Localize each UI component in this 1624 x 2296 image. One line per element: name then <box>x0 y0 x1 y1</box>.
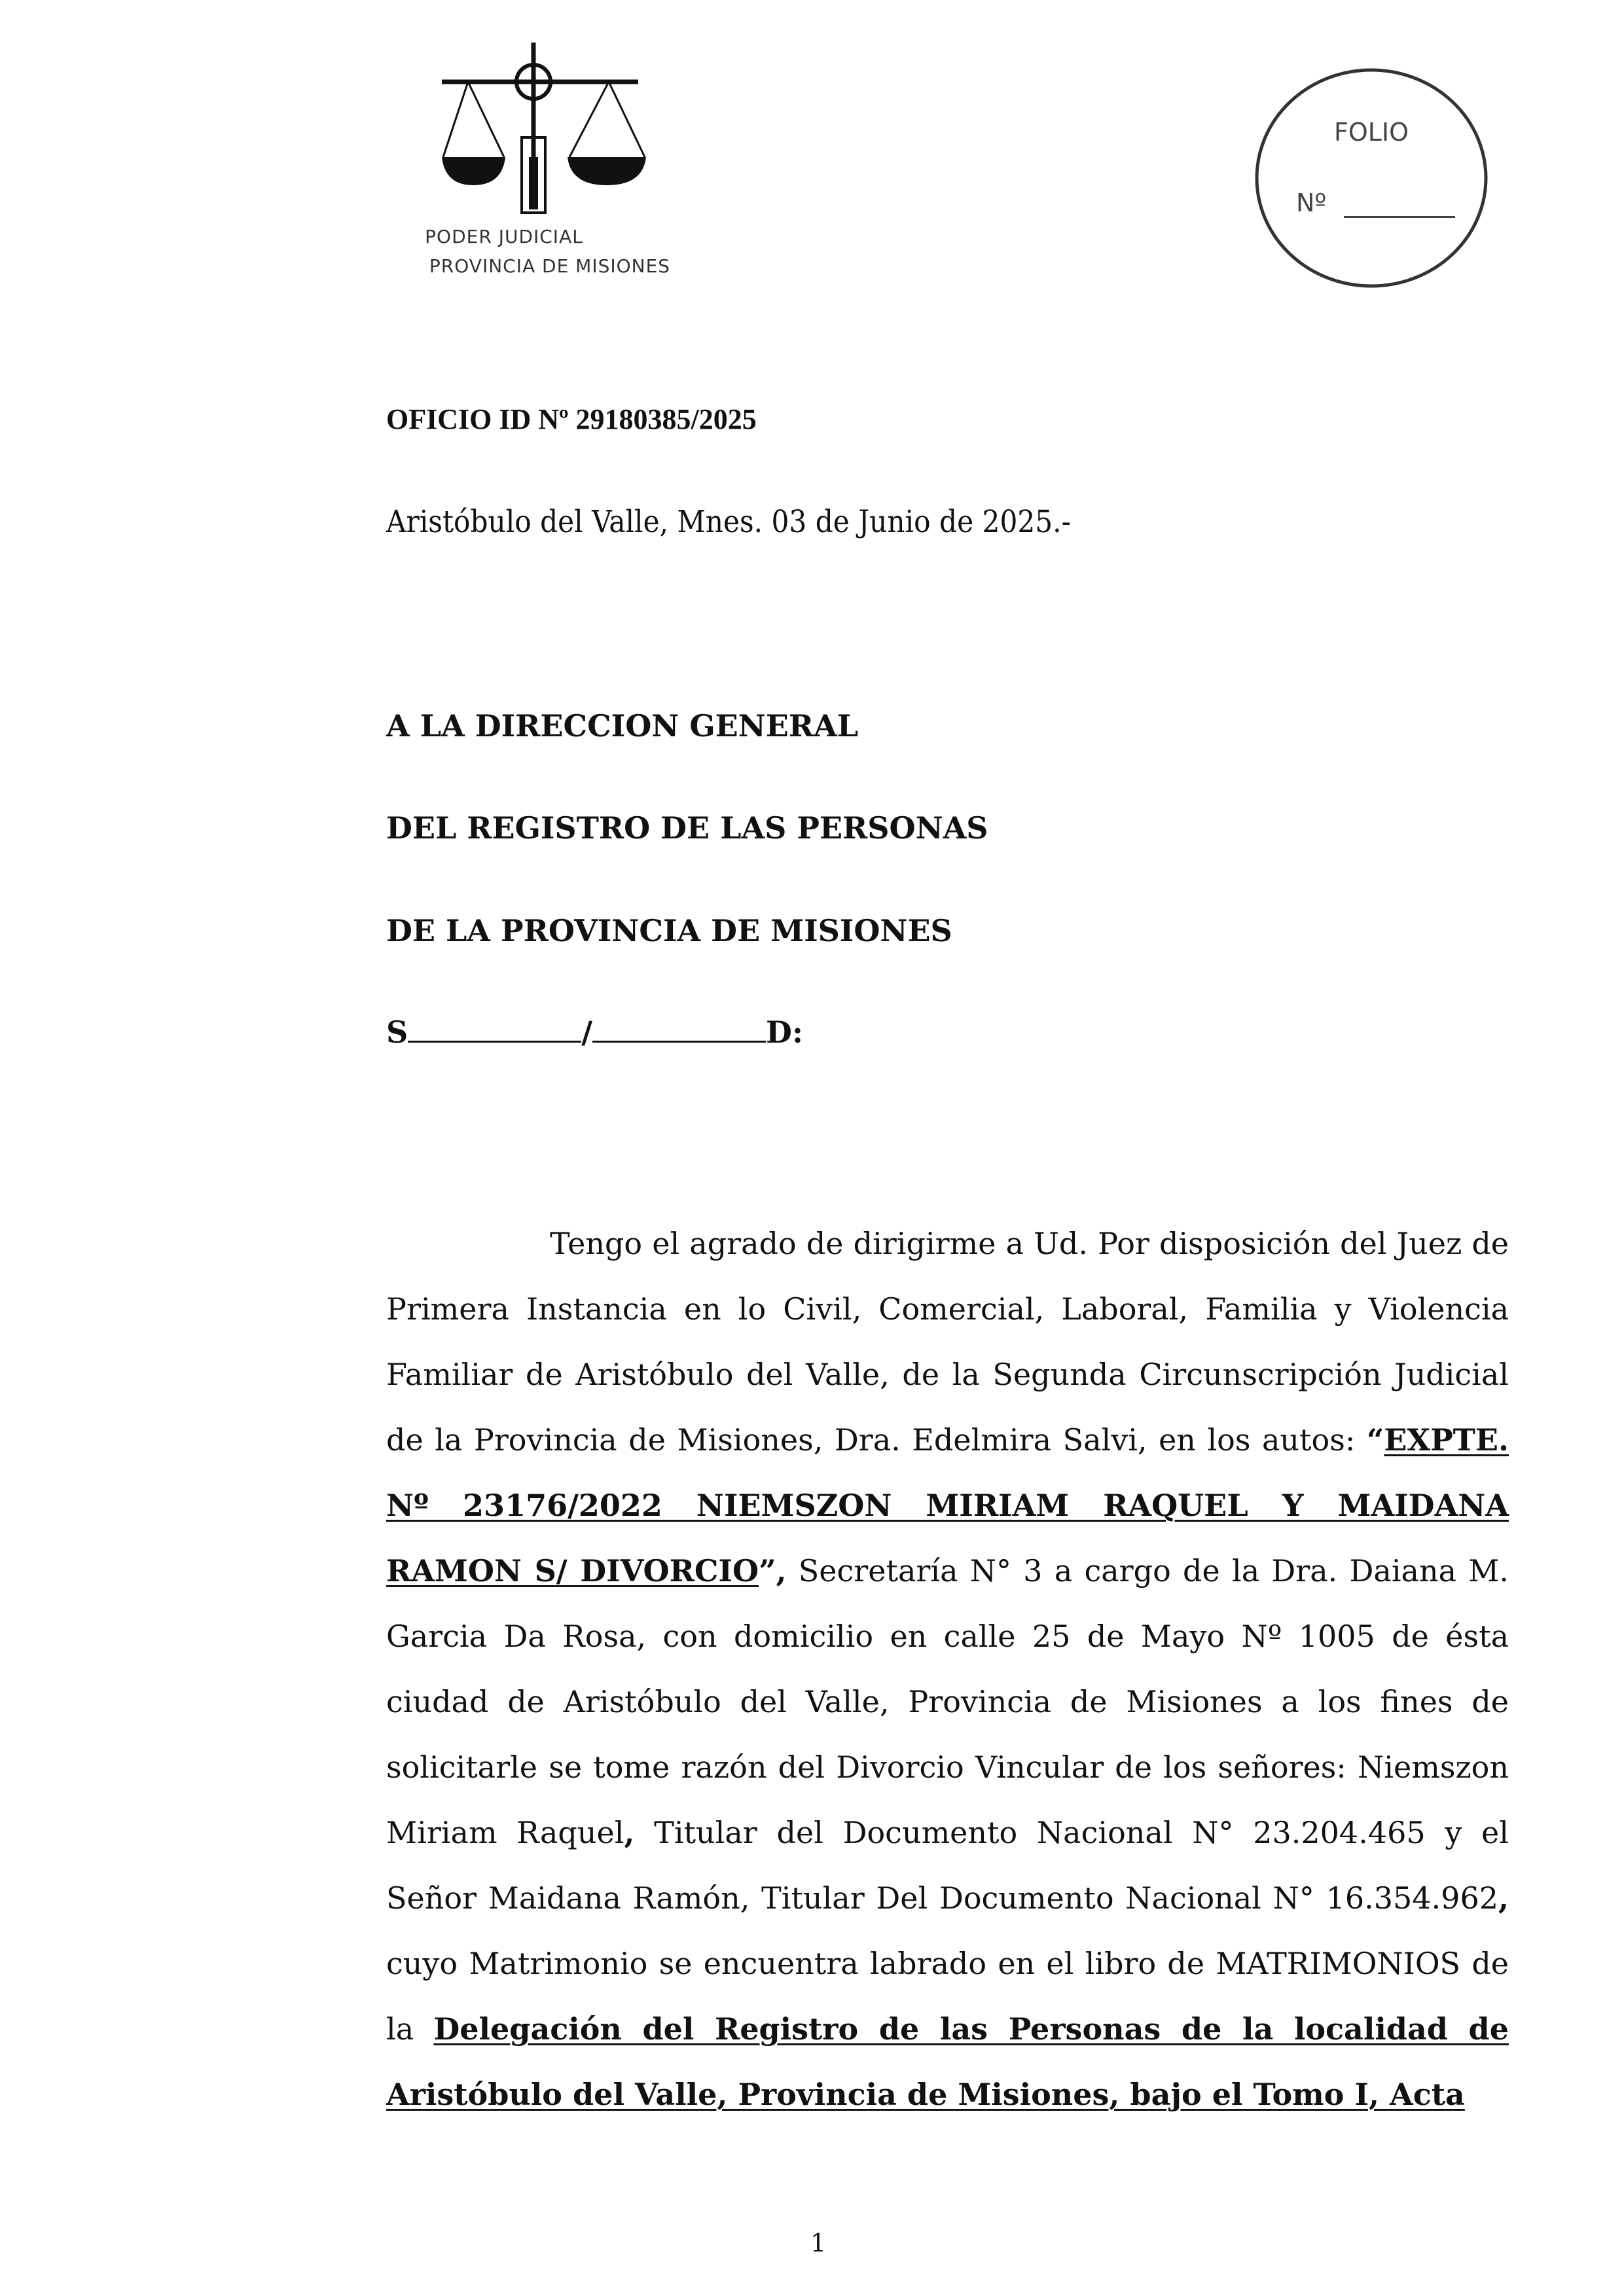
addressee-line-2: DEL REGISTRO DE LAS PERSONAS <box>386 810 988 846</box>
oficio-id: OFICIO ID Nº 29180385/2025 <box>386 403 757 435</box>
body-text-part-4: cuyo Matrimonio se encuentra labrado en el libro de MATRIMONIOS de la <box>386 1946 1509 2047</box>
sd-s: S <box>386 1014 408 1050</box>
sd-blank-1 <box>408 1014 581 1043</box>
addressee-line-3: DE LA PROVINCIA DE MISIONES <box>386 913 952 948</box>
place-date: Aristóbulo del Valle, Mnes. 03 de Junio de 2025.- <box>386 504 1071 540</box>
logo-text-provincia: PROVINCIA DE MISIONES <box>429 255 671 277</box>
stamp-circle-icon <box>1250 65 1492 291</box>
bold-comma-1: , <box>624 1815 635 1850</box>
sd-d: D: <box>766 1014 803 1050</box>
quote-open: “ <box>1366 1422 1384 1458</box>
addressee-line-1: A LA DIRECCION GENERAL <box>386 708 859 744</box>
page-number: 1 <box>810 2229 827 2257</box>
body-paragraph <box>386 1211 1509 2127</box>
body-text-part-2: Secretaría N° 3 a cargo de la Dra. Daiana M. Garcia Da Rosa, con domicilio en calle 25 de Mayo Nº 1005 de ésta ciudad de Aristóbulo del Valle, Provincia de Misiones a los fines de solicitarle se tome razón del Divorcio Vincular de los señores: Niemszon Miriam Raquel <box>386 1553 1509 1850</box>
body-text-part-1: Tengo el agrado de dirigirme a Ud. Por disposición del Juez de Primera Instancia en lo Civil, Comercial, Laboral, Familia y Violencia Familiar de Aristóbulo del Valle, de la Segunda Circunscripción Judicial de la Provincia de Misiones, Dra. Edelmira Salvi, en los autos: <box>386 1226 1509 1458</box>
folio-number-label: Nº <box>1296 188 1327 217</box>
scales-of-justice-icon <box>442 43 658 226</box>
su-despacho <box>386 1014 803 1050</box>
sd-blank-2 <box>592 1014 766 1043</box>
case-title: EXPTE. Nº 23176/2022 NIEMSZON MIRIAM RAQUEL Y MAIDANA RAMON S/ DIVORCIO <box>386 1422 1509 1588</box>
poder-judicial-logo <box>406 43 694 291</box>
folio-stamp <box>1250 65 1492 291</box>
body-text-part-3: Titular del Documento Nacional N° 23.204.465 y el Señor Maidana Ramón, Titular Del Documento Nacional N° 16.354.962 <box>386 1815 1509 1916</box>
folio-number-blank <box>1344 216 1455 218</box>
folio-label: FOLIO <box>1333 118 1409 147</box>
logo-text-poder-judicial: PODER JUDICIAL <box>425 226 583 247</box>
quote-close: ”, <box>759 1553 787 1588</box>
registry-reference: Delegación del Registro de las Personas de la localidad de Aristóbulo del Valle, Provincia de Misiones, bajo el Tomo I, Acta <box>386 2011 1509 2112</box>
bold-comma-2: , <box>1498 1880 1509 1916</box>
sd-slash: / <box>581 1014 593 1050</box>
